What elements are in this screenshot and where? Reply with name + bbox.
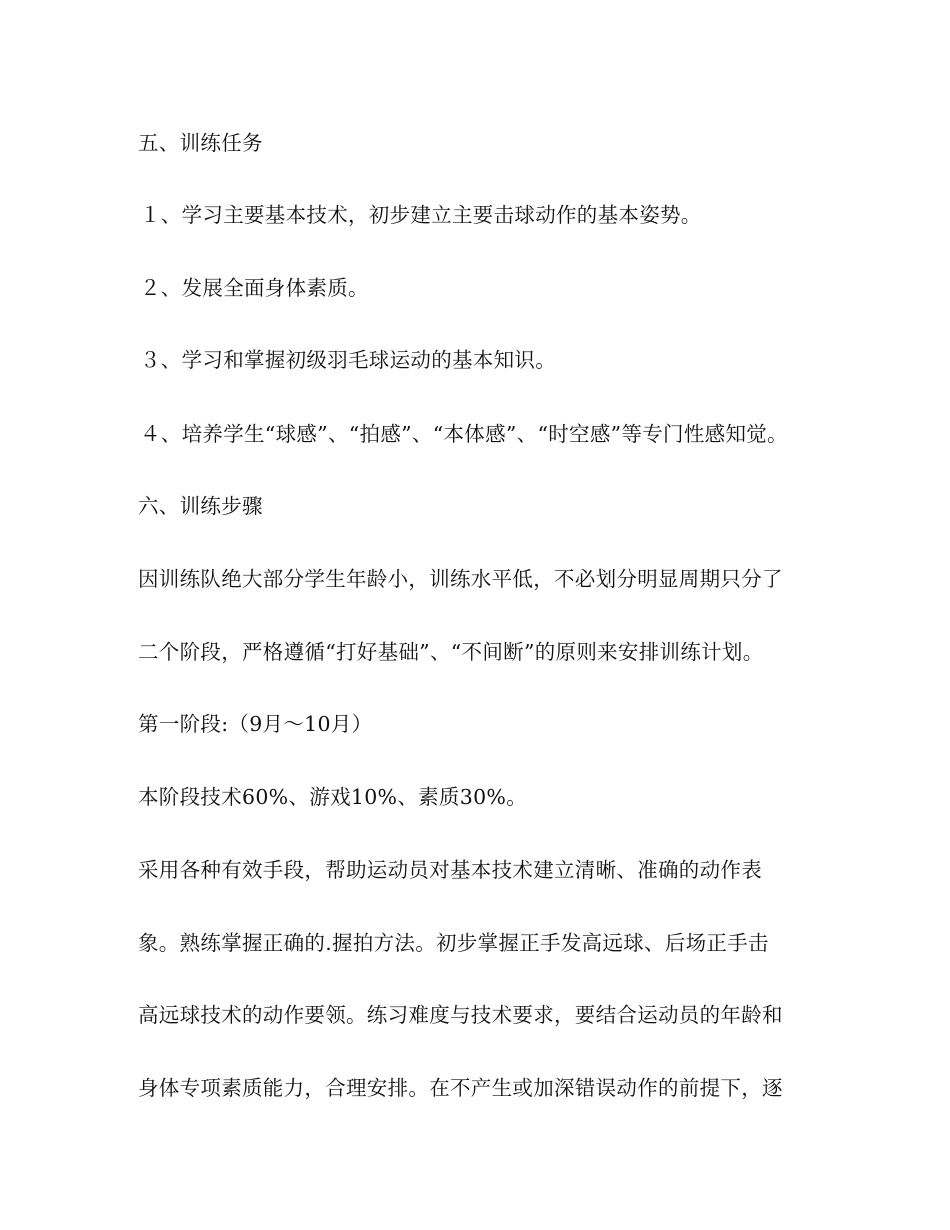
section-heading-training-steps: 六、训练步骤	[138, 494, 263, 518]
paragraph-line: 高远球技术的动作要领。练习难度与技术要求，要结合运动员的年龄和	[138, 1003, 783, 1027]
paragraph-line: 二个阶段，严格遵循“打好基础”、“不间断”的原则来安排训练计划。	[138, 640, 764, 664]
task-item-1: １、学习主要基本技术，初步建立主要击球动作的基本姿势。	[140, 203, 702, 227]
paragraph-line: 因训练队绝大部分学生年龄小，训练水平低，不必划分明显周期只分了	[138, 567, 783, 591]
section-heading-training-tasks: 五、训练任务	[138, 131, 263, 155]
task-item-2: ２、发展全面身体素质。	[140, 276, 369, 300]
task-item-3: ３、学习和掌握初级羽毛球运动的基本知识。	[140, 348, 556, 372]
paragraph-line: 象。熟练掌握正确的.握拍方法。初步掌握正手发高远球、后场正手击	[138, 931, 769, 955]
paragraph-line: 身体专项素质能力，合理安排。在不产生或加深错误动作的前提下，逐	[138, 1076, 783, 1100]
paragraph-line: 本阶段技术60%、游戏10%、素质30%。	[138, 785, 527, 809]
paragraph-line: 采用各种有效手段，帮助运动员对基本技术建立清晰、准确的动作表	[138, 858, 762, 882]
task-item-4: ４、培养学生“球感”、“拍感”、“本体感”、“时空感”等专门性感知觉。	[140, 422, 788, 446]
stage-heading-first: 第一阶段:（9月～10月）	[138, 712, 373, 736]
